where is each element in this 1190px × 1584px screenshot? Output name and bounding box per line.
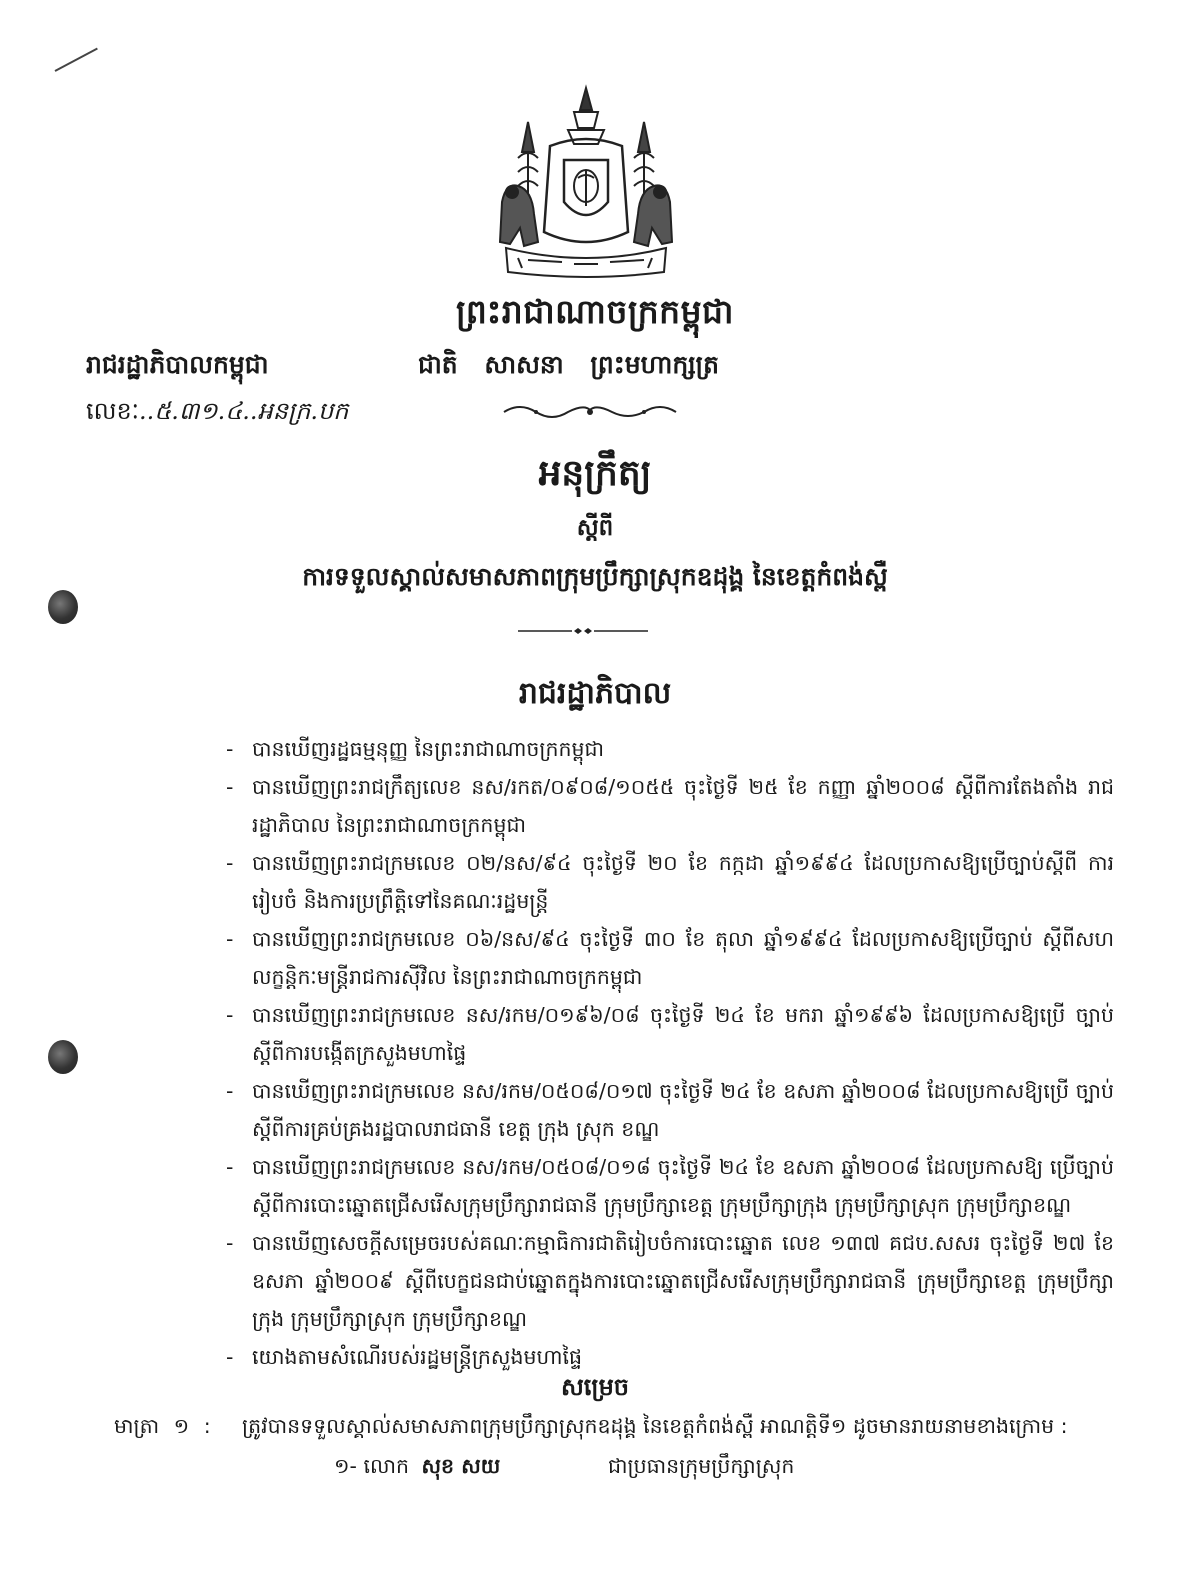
document-type-heading: អនុក្រឹត្យ (538, 453, 652, 494)
recital-item: - បានឃើញព្រះរាជក្រឹត្យលេខ នស/រកត/០៩០៨/១០៥៥ ចុះថ្ងៃទី ២៥ ខែ កញ្ញា ឆ្នាំ២០០៨ ស្តីពីការតែងតាំង រាជរដ្ឋាភិបាល នៃព្រះរាជាណាចក្រកម្ពុជា (226, 775, 1114, 837)
document-number (86, 396, 348, 431)
kingdom-title: ព្រះរាជាណាចក្រកម្ពុជា (456, 292, 734, 331)
recital-item: - បានឃើញព្រះរាជក្រមលេខ នស/រកម/០៥០៨/០១៨ ចុះថ្ងៃទី ២៤ ខែ ឧសភា ឆ្នាំ២០០៨ ដែលប្រកាសឱ្យ ប្រើច្បាប់ស្តីពីការបោះឆ្នោតជ្រើសរើសក្រុមប្រឹក្សារាជធានី ក្រុមប្រឹក្សាខេត្ត ក្រុមប្រឹក្សាក្រុង ក្រុមប្រឹក្សាស្រុក ក្រុមប្រឹក្សាខណ្ឌ (226, 1155, 1114, 1217)
article-1 (114, 1414, 1124, 1444)
national-motto: ជាតិ សាសនា ព្រះមហាក្សត្រ (418, 350, 719, 379)
pen-stroke-mark (55, 48, 98, 72)
issuing-government: រាជរដ្ឋាភិបាលកម្ពុជា (86, 350, 269, 379)
recital-item: - បានឃើញព្រះរាជក្រមលេខ ០៦/នស/៩៤ ចុះថ្ងៃទី ៣០ ខែ តុលា ឆ្នាំ១៩៩៤ ដែលប្រកាសឱ្យប្រើច្បាប់ ស្តីពីសហលក្ខន្តិកៈមន្ត្រីរាជការស៊ីវិល នៃព្រះរាជាណាចក្រកម្ពុជា (226, 927, 1114, 989)
member-title: លោក (363, 1454, 409, 1478)
punch-hole-icon (48, 1040, 78, 1074)
recital-item: - បានឃើញសេចក្តីសម្រេចរបស់គណៈកម្មាធិការជាតិរៀបចំការបោះឆ្នោត លេខ ១៣៧ គជប.សសរ ចុះថ្ងៃទី ២៧ ខែ ឧសភា ឆ្នាំ២០០៩ ស្តីពីបេក្ខជនជាប់ឆ្នោតក្នុងការបោះឆ្នោតជ្រើសរើសក្រុមប្រឹក្សារាជធានី ក្រុមប្រឹក្សាខេត្ត ក្រុមប្រឹក្សាក្រុង ក្រុមប្រឹក្សាស្រុក ក្រុមប្រឹក្សាខណ្ឌ (226, 1231, 1114, 1331)
about-label: ស្តីពី (576, 515, 614, 541)
member-entry (334, 1454, 500, 1484)
member-role: ជាប្រធានក្រុមប្រឹក្សាស្រុក (608, 1454, 795, 1478)
article-label: មាត្រា ១ : (114, 1414, 211, 1438)
article-text: ត្រូវបានទទួលស្គាល់សមាសភាពក្រុមប្រឹក្សាស្រុកឧដុង្គ នៃខេត្តកំពង់ស្ពឺ អាណត្តិទី១ ដូចមានរាយនាមខាងក្រោម : (242, 1414, 1068, 1438)
recital-item: - បានឃើញព្រះរាជក្រមលេខ ០២/នស/៩៤ ចុះថ្ងៃទី ២០ ខែ កក្កដា ឆ្នាំ១៩៩៤ ដែលប្រកាសឱ្យប្រើច្បាប់ស្តីពី ការរៀបចំ និងការប្រព្រឹត្តិទៅនៃគណៈរដ្ឋមន្ត្រី (226, 851, 1114, 913)
document-number-value: ..៥.៣១.៤..អនក្រ.បក (139, 397, 349, 425)
divider-line-icon (518, 628, 648, 634)
decision-heading: សម្រេច (560, 1373, 630, 1401)
ornamental-flourish-icon (500, 400, 680, 420)
royal-coat-of-arms-icon (488, 82, 684, 282)
document-subject: ការទទួលស្គាល់សមាសភាពក្រុមប្រឹក្សាស្រុកឧដុង្គ នៃខេត្តកំពង់ស្ពឺ (302, 562, 888, 591)
recitals-list (226, 730, 1114, 1376)
recital-item: - បានឃើញព្រះរាជក្រមលេខ នស/រកម/០៥០៨/០១៧ ចុះថ្ងៃទី ២៤ ខែ ឧសភា ឆ្នាំ២០០៨ ដែលប្រកាសឱ្យប្រើ ច្បាប់ស្តីពីការគ្រប់គ្រងរដ្ឋបាលរាជធានី ខេត្ត ក្រុង ស្រុក ខណ្ឌ (226, 1079, 1114, 1141)
authority-heading: រាជរដ្ឋាភិបាល (518, 676, 672, 711)
recital-item: - បានឃើញព្រះរាជក្រមលេខ នស/រកម/០១៩៦/០៨ ចុះថ្ងៃទី ២៤ ខែ មករា ឆ្នាំ១៩៩៦ ដែលប្រកាសឱ្យប្រើ ច្បាប់ស្តីពីការបង្កើតក្រសួងមហាផ្ទៃ (226, 1003, 1114, 1065)
member-name: សុខ សយ (421, 1454, 501, 1478)
member-index: ១- (334, 1454, 357, 1478)
document-number-label: លេខៈ (86, 397, 140, 425)
recital-item: - យោងតាមសំណើរបស់រដ្ឋមន្ត្រីក្រសួងមហាផ្ទៃ (226, 1345, 583, 1369)
recital-item: - បានឃើញរដ្ឋធម្មនុញ្ញ នៃព្រះរាជាណាចក្រកម្ពុជា (226, 737, 605, 761)
